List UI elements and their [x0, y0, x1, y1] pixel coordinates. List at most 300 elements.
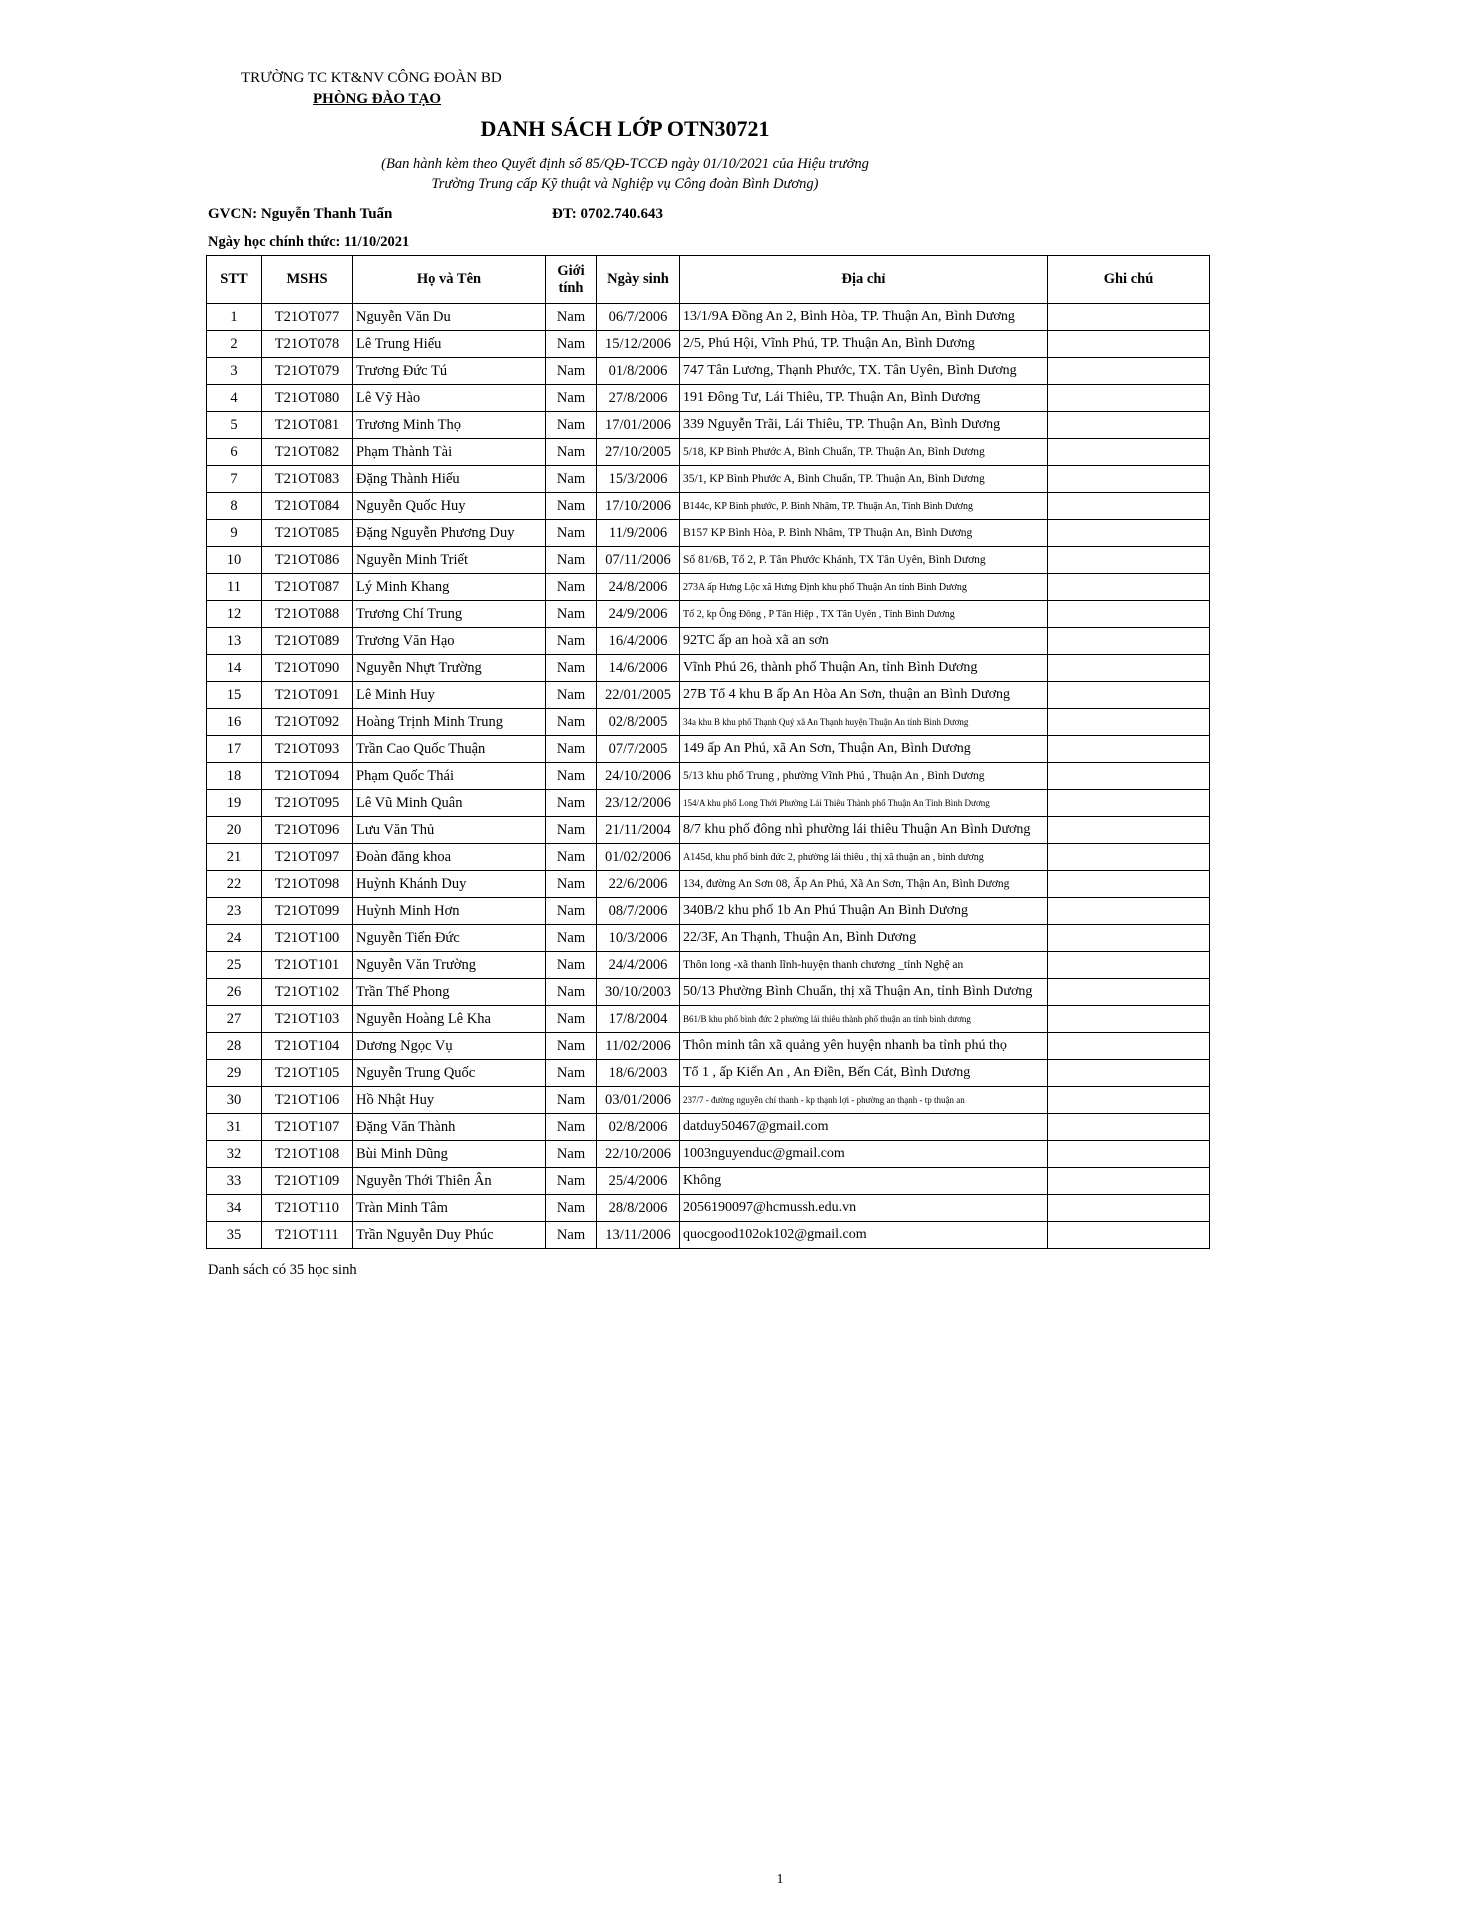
stt-cell: 16: [207, 709, 262, 736]
dob-cell: 24/4/2006: [597, 952, 680, 979]
address-cell: 2/5, Phú Hội, Vĩnh Phú, TP. Thuận An, Bình Dương: [680, 331, 1048, 358]
stt-cell: 33: [207, 1168, 262, 1195]
table-row: [207, 304, 1210, 331]
table-row: [207, 790, 1210, 817]
stt-cell: 15: [207, 682, 262, 709]
address-cell: 339 Nguyễn Trãi, Lái Thiêu, TP. Thuận An, Bình Dương: [680, 412, 1048, 439]
stt-cell: 17: [207, 736, 262, 763]
table-row: [207, 466, 1210, 493]
note-cell: [1048, 709, 1210, 736]
dob-cell: 06/7/2006: [597, 304, 680, 331]
gender-cell: Nam: [546, 304, 597, 331]
column-header-dob: Ngày sinh: [597, 256, 680, 304]
dob-cell: 02/8/2005: [597, 709, 680, 736]
stt-cell: 2: [207, 331, 262, 358]
note-cell: [1048, 1006, 1210, 1033]
gender-cell: Nam: [546, 1222, 597, 1249]
table-row: [207, 1060, 1210, 1087]
name-cell: Nguyễn Văn Du: [353, 304, 546, 331]
gender-cell: Nam: [546, 358, 597, 385]
dob-cell: 24/10/2006: [597, 763, 680, 790]
stt-cell: 30: [207, 1087, 262, 1114]
dob-cell: 01/8/2006: [597, 358, 680, 385]
dob-cell: 15/12/2006: [597, 331, 680, 358]
note-cell: [1048, 763, 1210, 790]
mshs-cell: T21OT081: [262, 412, 353, 439]
gender-cell: Nam: [546, 466, 597, 493]
note-cell: [1048, 1087, 1210, 1114]
stt-cell: 13: [207, 628, 262, 655]
name-cell: Nguyễn Thới Thiên Ân: [353, 1168, 546, 1195]
dob-cell: 07/11/2006: [597, 547, 680, 574]
homeroom-teacher: GVCN: Nguyễn Thanh Tuấn: [208, 206, 393, 222]
name-cell: Nguyễn Trung Quốc: [353, 1060, 546, 1087]
gender-cell: Nam: [546, 439, 597, 466]
table-row: [207, 1087, 1210, 1114]
stt-cell: 31: [207, 1114, 262, 1141]
name-cell: Đặng Nguyễn Phương Duy: [353, 520, 546, 547]
gender-cell: Nam: [546, 520, 597, 547]
note-cell: [1048, 1222, 1210, 1249]
note-cell: [1048, 304, 1210, 331]
gender-cell: Nam: [546, 898, 597, 925]
dob-cell: 03/01/2006: [597, 1087, 680, 1114]
note-cell: [1048, 1168, 1210, 1195]
dob-cell: 25/4/2006: [597, 1168, 680, 1195]
address-cell: 5/13 khu phố Trung , phường Vĩnh Phú , Thuận An , Bình Dương: [680, 763, 1048, 790]
gender-cell: Nam: [546, 574, 597, 601]
name-cell: Nguyễn Nhựt Trường: [353, 655, 546, 682]
name-cell: Huỳnh Khánh Duy: [353, 871, 546, 898]
dob-cell: 02/8/2006: [597, 1114, 680, 1141]
address-cell: 273A ấp Hưng Lộc xã Hưng Định khu phố Thuận An tỉnh Bình Dương: [680, 574, 1048, 601]
page-number: 1: [776, 1872, 784, 1887]
table-row: [207, 655, 1210, 682]
address-cell: 13/1/9A Đồng An 2, Bình Hòa, TP. Thuận An, Bình Dương: [680, 304, 1048, 331]
gender-cell: Nam: [546, 844, 597, 871]
column-header-stt: STT: [207, 256, 262, 304]
table-row: [207, 817, 1210, 844]
department-name: PHÒNG ĐÀO TẠO: [313, 91, 442, 107]
note-cell: [1048, 817, 1210, 844]
column-header-address: Địa chỉ: [680, 256, 1048, 304]
table-row: [207, 682, 1210, 709]
note-cell: [1048, 385, 1210, 412]
name-cell: Phạm Thành Tài: [353, 439, 546, 466]
address-cell: 22/3F, An Thạnh, Thuận An, Bình Dương: [680, 925, 1048, 952]
dob-cell: 22/10/2006: [597, 1141, 680, 1168]
teacher-phone: ĐT: 0702.740.643: [552, 206, 663, 222]
note-cell: [1048, 736, 1210, 763]
table-row: [207, 601, 1210, 628]
mshs-cell: T21OT079: [262, 358, 353, 385]
mshs-cell: T21OT108: [262, 1141, 353, 1168]
stt-cell: 20: [207, 817, 262, 844]
address-cell: 35/1, KP Bình Phước A, Bình Chuẩn, TP. Thuận An, Bình Dương: [680, 466, 1048, 493]
stt-cell: 1: [207, 304, 262, 331]
name-cell: Huỳnh Minh Hơn: [353, 898, 546, 925]
note-cell: [1048, 790, 1210, 817]
note-cell: [1048, 1033, 1210, 1060]
name-cell: Trần Nguyễn Duy Phúc: [353, 1222, 546, 1249]
address-cell: 134, đường An Sơn 08, Ấp An Phú, Xã An Sơn, Thận An, Bình Dương: [680, 871, 1048, 898]
gender-cell: Nam: [546, 979, 597, 1006]
table-row: [207, 763, 1210, 790]
stt-cell: 29: [207, 1060, 262, 1087]
address-cell: 5/18, KP Bình Phước A, Bình Chuẩn, TP. Thuận An, Bình Dương: [680, 439, 1048, 466]
dob-cell: 08/7/2006: [597, 898, 680, 925]
dob-cell: 30/10/2003: [597, 979, 680, 1006]
column-header-note: Ghi chú: [1048, 256, 1210, 304]
gender-cell: Nam: [546, 1141, 597, 1168]
mshs-cell: T21OT091: [262, 682, 353, 709]
gender-cell: Nam: [546, 547, 597, 574]
note-cell: [1048, 547, 1210, 574]
name-cell: Dương Ngọc Vụ: [353, 1033, 546, 1060]
address-cell: Tổ 1 , ấp Kiến An , An Điền, Bến Cát, Bình Dương: [680, 1060, 1048, 1087]
address-cell: Không: [680, 1168, 1048, 1195]
stt-cell: 24: [207, 925, 262, 952]
address-cell: Vĩnh Phú 26, thành phố Thuận An, tỉnh Bình Dương: [680, 655, 1048, 682]
gender-cell: Nam: [546, 331, 597, 358]
school-name: TRƯỜNG TC KT&NV CÔNG ĐOÀN BD: [241, 70, 502, 86]
gender-cell: Nam: [546, 655, 597, 682]
dob-cell: 24/8/2006: [597, 574, 680, 601]
mshs-cell: T21OT102: [262, 979, 353, 1006]
address-cell: 27B Tổ 4 khu B ấp An Hòa An Sơn, thuận an Bình Dương: [680, 682, 1048, 709]
table-row: [207, 1222, 1210, 1249]
dob-cell: 17/10/2006: [597, 493, 680, 520]
address-cell: B144c, KP Bình phước, P. Bình Nhâm, TP. Thuận An, Tỉnh Bình Dương: [680, 493, 1048, 520]
address-cell: 1003nguyenduc@gmail.com: [680, 1141, 1048, 1168]
address-cell: Số 81/6B, Tổ 2, P. Tân Phước Khánh, TX Tân Uyên, Bình Dương: [680, 547, 1048, 574]
official-start-date: Ngày học chính thức: 11/10/2021: [208, 234, 410, 250]
stt-cell: 19: [207, 790, 262, 817]
name-cell: Nguyễn Tiến Đức: [353, 925, 546, 952]
stt-cell: 7: [207, 466, 262, 493]
page-title: DANH SÁCH LỚP OTN30721: [480, 116, 770, 141]
note-cell: [1048, 1195, 1210, 1222]
stt-cell: 27: [207, 1006, 262, 1033]
dob-cell: 15/3/2006: [597, 466, 680, 493]
note-cell: [1048, 898, 1210, 925]
address-cell: B61/B khu phố bình đức 2 phường lái thiêu thành phố thuận an tỉnh bình dương: [680, 1006, 1048, 1033]
note-cell: [1048, 520, 1210, 547]
name-cell: Bùi Minh Dũng: [353, 1141, 546, 1168]
table-row: [207, 1033, 1210, 1060]
gender-cell: Nam: [546, 385, 597, 412]
table-row: [207, 574, 1210, 601]
mshs-cell: T21OT083: [262, 466, 353, 493]
note-cell: [1048, 358, 1210, 385]
name-cell: Lưu Văn Thủ: [353, 817, 546, 844]
gender-cell: Nam: [546, 817, 597, 844]
address-cell: 149 ấp An Phú, xã An Sơn, Thuận An, Bình Dương: [680, 736, 1048, 763]
mshs-cell: T21OT077: [262, 304, 353, 331]
note-cell: [1048, 439, 1210, 466]
table-header-row: [207, 256, 1210, 304]
dob-cell: 07/7/2005: [597, 736, 680, 763]
mshs-cell: T21OT104: [262, 1033, 353, 1060]
mshs-cell: T21OT095: [262, 790, 353, 817]
table-row: [207, 385, 1210, 412]
note-cell: [1048, 628, 1210, 655]
dob-cell: 17/8/2004: [597, 1006, 680, 1033]
dob-cell: 21/11/2004: [597, 817, 680, 844]
mshs-cell: T21OT099: [262, 898, 353, 925]
stt-cell: 23: [207, 898, 262, 925]
gender-cell: Nam: [546, 871, 597, 898]
table-row: [207, 952, 1210, 979]
address-cell: A145d, khu phố bình đức 2, phường lái thiêu , thị xã thuận an , bình dương: [680, 844, 1048, 871]
dob-cell: 23/12/2006: [597, 790, 680, 817]
gender-cell: Nam: [546, 763, 597, 790]
name-cell: Lê Vũ Minh Quân: [353, 790, 546, 817]
stt-cell: 22: [207, 871, 262, 898]
table-row: [207, 979, 1210, 1006]
table-row: [207, 331, 1210, 358]
table-row: [207, 1114, 1210, 1141]
student-roster-table: [206, 255, 1210, 1249]
name-cell: Hoàng Trịnh Minh Trung: [353, 709, 546, 736]
mshs-cell: T21OT100: [262, 925, 353, 952]
gender-header-line-2: tính: [558, 279, 584, 296]
table-row: [207, 898, 1210, 925]
name-cell: Trương Minh Thọ: [353, 412, 546, 439]
table-row: [207, 547, 1210, 574]
dob-cell: 22/6/2006: [597, 871, 680, 898]
address-cell: 92TC ấp an hoà xã an sơn: [680, 628, 1048, 655]
address-cell: 34a khu B khu phố Thạnh Quý xã An Thạnh huyện Thuận An tỉnh Bình Dương: [680, 709, 1048, 736]
name-cell: Lê Trung Hiếu: [353, 331, 546, 358]
note-cell: [1048, 844, 1210, 871]
gender-cell: Nam: [546, 601, 597, 628]
name-cell: Lê Vỹ Hào: [353, 385, 546, 412]
note-cell: [1048, 493, 1210, 520]
mshs-cell: T21OT096: [262, 817, 353, 844]
note-cell: [1048, 952, 1210, 979]
table-row: [207, 736, 1210, 763]
stt-cell: 26: [207, 979, 262, 1006]
mshs-cell: T21OT084: [262, 493, 353, 520]
mshs-cell: T21OT106: [262, 1087, 353, 1114]
gender-cell: Nam: [546, 412, 597, 439]
name-cell: Đặng Văn Thành: [353, 1114, 546, 1141]
table-row: [207, 925, 1210, 952]
mshs-cell: T21OT085: [262, 520, 353, 547]
decision-subtitle-line-2: Trường Trung cấp Kỹ thuật và Nghiệp vụ Công đoàn Bình Dương): [431, 176, 819, 192]
mshs-cell: T21OT094: [262, 763, 353, 790]
address-cell: B157 KP Bình Hòa, P. Bình Nhâm, TP Thuận An, Bình Dương: [680, 520, 1048, 547]
mshs-cell: T21OT089: [262, 628, 353, 655]
stt-cell: 5: [207, 412, 262, 439]
dob-cell: 28/8/2006: [597, 1195, 680, 1222]
name-cell: Hồ Nhật Huy: [353, 1087, 546, 1114]
gender-cell: Nam: [546, 682, 597, 709]
dob-cell: 13/11/2006: [597, 1222, 680, 1249]
mshs-cell: T21OT103: [262, 1006, 353, 1033]
dob-cell: 17/01/2006: [597, 412, 680, 439]
name-cell: Tràn Minh Tâm: [353, 1195, 546, 1222]
gender-cell: Nam: [546, 628, 597, 655]
mshs-cell: T21OT078: [262, 331, 353, 358]
address-cell: quocgood102ok102@gmail.com: [680, 1222, 1048, 1249]
mshs-cell: T21OT088: [262, 601, 353, 628]
table-row: [207, 1006, 1210, 1033]
table-row: [207, 358, 1210, 385]
dob-cell: 24/9/2006: [597, 601, 680, 628]
name-cell: Trương Văn Hạo: [353, 628, 546, 655]
table-row: [207, 871, 1210, 898]
name-cell: Lê Minh Huy: [353, 682, 546, 709]
student-count-summary: Danh sách có 35 học sinh: [208, 1262, 357, 1278]
dob-cell: 11/02/2006: [597, 1033, 680, 1060]
mshs-cell: T21OT098: [262, 871, 353, 898]
table-row: [207, 709, 1210, 736]
mshs-cell: T21OT086: [262, 547, 353, 574]
name-cell: Nguyễn Hoàng Lê Kha: [353, 1006, 546, 1033]
gender-cell: Nam: [546, 1168, 597, 1195]
note-cell: [1048, 871, 1210, 898]
stt-cell: 3: [207, 358, 262, 385]
note-cell: [1048, 682, 1210, 709]
address-cell: Thôn long -xã thanh lĩnh-huyện thanh chương _tỉnh Nghệ an: [680, 952, 1048, 979]
dob-cell: 16/4/2006: [597, 628, 680, 655]
note-cell: [1048, 1114, 1210, 1141]
mshs-cell: T21OT101: [262, 952, 353, 979]
name-cell: Đoàn đăng khoa: [353, 844, 546, 871]
name-cell: Nguyễn Quốc Huy: [353, 493, 546, 520]
column-header-gender: [546, 256, 597, 304]
name-cell: Phạm Quốc Thái: [353, 763, 546, 790]
gender-cell: Nam: [546, 736, 597, 763]
stt-cell: 12: [207, 601, 262, 628]
mshs-cell: T21OT087: [262, 574, 353, 601]
note-cell: [1048, 1141, 1210, 1168]
stt-cell: 4: [207, 385, 262, 412]
dob-cell: 11/9/2006: [597, 520, 680, 547]
dob-cell: 14/6/2006: [597, 655, 680, 682]
stt-cell: 25: [207, 952, 262, 979]
dob-cell: 27/10/2005: [597, 439, 680, 466]
address-cell: 8/7 khu phố đông nhì phường lái thiêu Thuận An Bình Dương: [680, 817, 1048, 844]
name-cell: Nguyễn Văn Trường: [353, 952, 546, 979]
gender-cell: Nam: [546, 1114, 597, 1141]
stt-cell: 28: [207, 1033, 262, 1060]
stt-cell: 18: [207, 763, 262, 790]
table-row: [207, 628, 1210, 655]
address-cell: 191 Đông Tư, Lái Thiêu, TP. Thuận An, Bình Dương: [680, 385, 1048, 412]
gender-cell: Nam: [546, 1033, 597, 1060]
column-header-name: Họ và Tên: [353, 256, 546, 304]
gender-cell: Nam: [546, 1006, 597, 1033]
mshs-cell: T21OT080: [262, 385, 353, 412]
address-cell: 747 Tân Lương, Thạnh Phước, TX. Tân Uyên, Bình Dương: [680, 358, 1048, 385]
decision-subtitle-line-1: (Ban hành kèm theo Quyết định số 85/QĐ-TCCĐ ngày 01/10/2021 của Hiệu trưởng: [381, 156, 869, 172]
gender-header-line-1: Giới: [557, 262, 585, 279]
gender-cell: Nam: [546, 493, 597, 520]
note-cell: [1048, 1060, 1210, 1087]
mshs-cell: T21OT111: [262, 1222, 353, 1249]
note-cell: [1048, 412, 1210, 439]
note-cell: [1048, 925, 1210, 952]
mshs-cell: T21OT097: [262, 844, 353, 871]
name-cell: Trương Đức Tú: [353, 358, 546, 385]
name-cell: Nguyễn Minh Triết: [353, 547, 546, 574]
table-row: [207, 1168, 1210, 1195]
stt-cell: 32: [207, 1141, 262, 1168]
table-row: [207, 412, 1210, 439]
name-cell: Lý Minh Khang: [353, 574, 546, 601]
note-cell: [1048, 979, 1210, 1006]
mshs-cell: T21OT082: [262, 439, 353, 466]
name-cell: Trần Cao Quốc Thuận: [353, 736, 546, 763]
stt-cell: 11: [207, 574, 262, 601]
gender-cell: Nam: [546, 925, 597, 952]
mshs-cell: T21OT090: [262, 655, 353, 682]
table-row: [207, 1141, 1210, 1168]
name-cell: Trần Thế Phong: [353, 979, 546, 1006]
mshs-cell: T21OT092: [262, 709, 353, 736]
dob-cell: 01/02/2006: [597, 844, 680, 871]
stt-cell: 10: [207, 547, 262, 574]
note-cell: [1048, 574, 1210, 601]
mshs-cell: T21OT093: [262, 736, 353, 763]
stt-cell: 6: [207, 439, 262, 466]
note-cell: [1048, 466, 1210, 493]
address-cell: 340B/2 khu phố 1b An Phú Thuận An Bình Dương: [680, 898, 1048, 925]
mshs-cell: T21OT110: [262, 1195, 353, 1222]
address-cell: 50/13 Phường Bình Chuẩn, thị xã Thuận An, tỉnh Bình Dương: [680, 979, 1048, 1006]
stt-cell: 34: [207, 1195, 262, 1222]
address-cell: Thôn minh tân xã quảng yên huyện nhanh ba tỉnh phú thọ: [680, 1033, 1048, 1060]
column-header-mshs: MSHS: [262, 256, 353, 304]
gender-cell: Nam: [546, 1087, 597, 1114]
dob-cell: 22/01/2005: [597, 682, 680, 709]
gender-cell: Nam: [546, 1060, 597, 1087]
stt-cell: 8: [207, 493, 262, 520]
stt-cell: 14: [207, 655, 262, 682]
stt-cell: 21: [207, 844, 262, 871]
table-row: [207, 493, 1210, 520]
mshs-cell: T21OT107: [262, 1114, 353, 1141]
gender-cell: Nam: [546, 709, 597, 736]
dob-cell: 10/3/2006: [597, 925, 680, 952]
mshs-cell: T21OT109: [262, 1168, 353, 1195]
gender-cell: Nam: [546, 952, 597, 979]
address-cell: datduy50467@gmail.com: [680, 1114, 1048, 1141]
gender-cell: Nam: [546, 790, 597, 817]
table-row: [207, 1195, 1210, 1222]
name-cell: Đặng Thành Hiếu: [353, 466, 546, 493]
note-cell: [1048, 601, 1210, 628]
name-cell: Trương Chí Trung: [353, 601, 546, 628]
note-cell: [1048, 331, 1210, 358]
dob-cell: 18/6/2003: [597, 1060, 680, 1087]
gender-cell: Nam: [546, 1195, 597, 1222]
table-row: [207, 520, 1210, 547]
note-cell: [1048, 655, 1210, 682]
address-cell: 237/7 - đường nguyễn chí thanh - kp thạnh lợi - phường an thạnh - tp thuận an: [680, 1087, 1048, 1114]
table-row: [207, 439, 1210, 466]
address-cell: 2056190097@hcmussh.edu.vn: [680, 1195, 1048, 1222]
dob-cell: 27/8/2006: [597, 385, 680, 412]
table-row: [207, 844, 1210, 871]
stt-cell: 9: [207, 520, 262, 547]
address-cell: Tổ 2, kp Ông Đông , P Tân Hiệp , TX Tân Uyên , Tỉnh Bình Dương: [680, 601, 1048, 628]
address-cell: 154/A khu phố Long Thới Phường Lái Thiêu Thành phố Thuận An Tỉnh Bình Dương: [680, 790, 1048, 817]
stt-cell: 35: [207, 1222, 262, 1249]
